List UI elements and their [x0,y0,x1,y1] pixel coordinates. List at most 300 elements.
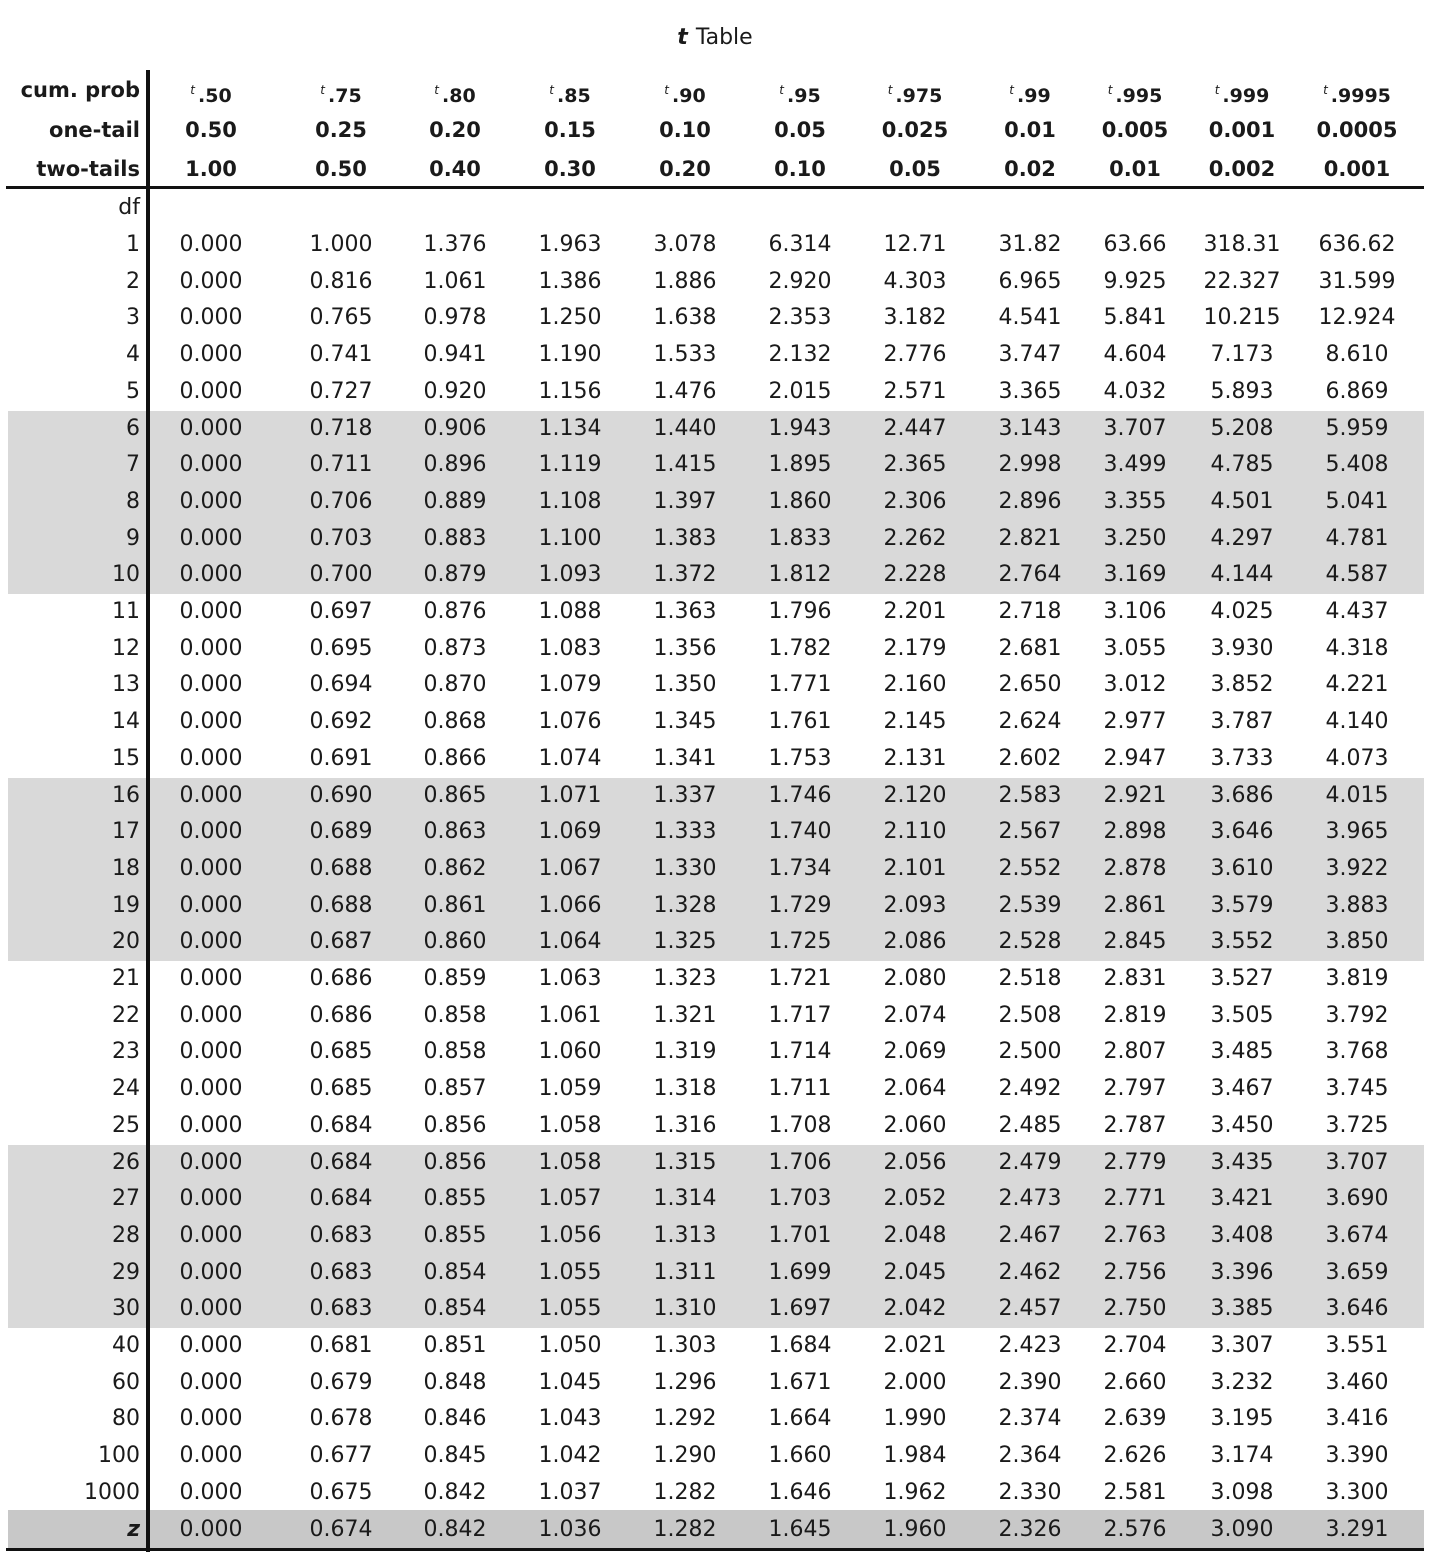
table-cell: 2.539 [998,892,1062,918]
title-text: Table [695,25,753,50]
header-row-two-tails [8,151,1424,188]
header-cum-prob-cell [1080,72,1190,109]
table-cell: 1.057 [538,1186,602,1212]
z-cell: 3.291 [1325,1517,1389,1542]
table-cell: 3.747 [998,342,1062,368]
table-cell: 3.012 [1103,672,1167,698]
cum-prob-t-symbol: t [1323,83,1328,97]
header-one-tail-cell: 0.0005 [1316,118,1398,142]
table-cell: 3.690 [1325,1186,1389,1212]
table-cell: 0.870 [423,672,487,698]
cum-prob-t-symbol: t [1107,83,1113,97]
table-cell: 0.000 [179,966,243,991]
table-cell: 4.297 [1210,525,1274,551]
table-cell: 1.711 [768,1076,832,1102]
table-cell: 3.725 [1325,1112,1389,1138]
table-cell: 1.319 [653,1039,717,1065]
table-cell: 3.646 [1210,819,1274,845]
df-value: 25 [112,1112,140,1138]
table-row [8,851,1424,888]
table-cell: 0.683 [309,1259,373,1285]
header-two-tails-cell: 0.02 [1004,157,1056,181]
table-cell: 0.718 [309,415,373,441]
table-cell: 1.833 [768,525,832,551]
table-cell: 12.71 [883,232,947,257]
table-cell: 2.353 [768,305,832,331]
table-cell: 1.079 [538,672,602,698]
table-cell: 4.140 [1325,709,1389,735]
df-label-row [8,190,1424,227]
table-cell: 3.169 [1103,562,1167,588]
table-cell: 1.318 [653,1076,717,1102]
table-row [8,778,1424,815]
table-cell: 0.681 [309,1333,373,1358]
table-cell: 0.689 [309,819,373,845]
header-label-one-tail: one-tail [49,118,140,142]
header-cum-prob-cell [975,72,1085,109]
table-cell: 2.056 [883,1149,947,1175]
cum-prob-t-symbol: t [190,83,196,97]
table-cell: 0.000 [179,635,243,661]
table-cell: 2.787 [1103,1112,1167,1138]
table-cell: 1.313 [653,1222,717,1248]
table-cell: 2.763 [1103,1222,1167,1248]
table-cell: 0.000 [179,1076,243,1102]
cum-prob-t-symbol: t [779,83,785,97]
table-cell: 1.316 [653,1112,717,1138]
table-cell: 2.771 [1103,1186,1167,1212]
header-cum-prob-cell [745,72,855,109]
table-cell: 0.000 [179,1443,243,1469]
header-two-tails-cell: 0.20 [659,157,711,181]
cum-prob-value: .95 [787,85,821,107]
df-value: 3 [126,305,140,331]
table-cell: 1.325 [653,929,717,955]
table-cell: 2.042 [883,1296,947,1322]
table-cell: 0.688 [309,855,373,881]
table-cell: 1.415 [653,452,717,478]
header-two-tails-cell: 1.00 [185,157,237,181]
table-cell: 0.000 [179,709,243,735]
table-cell: 1.093 [538,562,602,588]
table-cell: 4.604 [1103,342,1167,368]
table-cell: 3.579 [1210,892,1274,918]
table-cell: 1.725 [768,929,832,955]
table-cell: 3.174 [1210,1443,1274,1469]
table-row [8,998,1424,1035]
table-cell: 0.861 [423,892,487,918]
table-cell: 3.707 [1103,415,1167,441]
table-cell: 9.925 [1103,268,1167,294]
table-row [8,300,1424,337]
table-cell: 1.356 [653,635,717,661]
table-cell: 8.610 [1325,342,1389,368]
header-one-tail-cell: 0.10 [659,118,711,142]
cum-prob-value: .80 [442,85,476,107]
table-cell: 1.064 [538,929,602,955]
table-cell: 0.678 [309,1406,373,1432]
z-cell: 0.000 [179,1517,243,1542]
z-cell: 3.090 [1210,1517,1274,1542]
table-cell: 1.341 [653,745,717,771]
table-row [8,521,1424,558]
table-cell: 0.000 [179,672,243,698]
df-value: 40 [112,1333,140,1358]
header-cum-prob-cell [860,72,970,109]
df-value: 1000 [84,1479,140,1505]
df-value: 23 [112,1039,140,1065]
table-cell: 2.650 [998,672,1062,698]
table-cell: 1.771 [768,672,832,698]
table-cell: 1.708 [768,1112,832,1138]
table-cell: 0.879 [423,562,487,588]
table-cell: 7.173 [1210,342,1274,368]
df-value: 7 [126,452,140,478]
table-cell: 1.860 [768,488,832,514]
table-cell: 2.064 [883,1076,947,1102]
table-cell: 2.845 [1103,929,1167,955]
table-row [8,337,1424,374]
table-cell: 5.041 [1325,488,1389,514]
table-cell: 3.460 [1325,1369,1389,1395]
table-cell: 2.920 [768,268,832,294]
table-cell: 2.552 [998,855,1062,881]
table-cell: 0.978 [423,305,487,331]
table-cell: 1.376 [423,232,487,257]
table-cell: 3.499 [1103,452,1167,478]
table-cell: 1.706 [768,1149,832,1175]
table-cell: 1.069 [538,819,602,845]
table-cell: 4.781 [1325,525,1389,551]
table-row [8,484,1424,521]
header-cum-prob-cell [400,72,510,109]
table-cell: 2.750 [1103,1296,1167,1322]
table-cell: 1.250 [538,305,602,331]
table-cell: 1.646 [768,1479,832,1505]
table-cell: 0.675 [309,1479,373,1505]
z-cell: 1.645 [768,1517,832,1542]
table-cell: 0.700 [309,562,373,588]
table-cell: 0.692 [309,709,373,735]
table-cell: 2.878 [1103,855,1167,881]
table-cell: 4.032 [1103,378,1167,404]
table-cell: 2.639 [1103,1406,1167,1432]
df-value: 21 [112,966,140,991]
table-cell: 3.527 [1210,966,1274,991]
table-cell: 2.374 [998,1406,1062,1432]
table-cell: 0.000 [179,1479,243,1505]
table-cell: 2.074 [883,1002,947,1028]
table-cell: 3.390 [1325,1443,1389,1469]
table-cell: 3.078 [653,232,717,257]
table-cell: 3.674 [1325,1222,1389,1248]
header-one-tail-cell: 0.25 [315,118,367,142]
df-value: 18 [112,855,140,881]
df-value: 4 [126,342,140,368]
table-cell: 3.552 [1210,929,1274,955]
table-cell: 2.462 [998,1259,1062,1285]
table-cell: 5.841 [1103,305,1167,331]
table-cell: 0.865 [423,782,487,808]
table-cell: 4.073 [1325,745,1389,771]
table-cell: 0.845 [423,1443,487,1469]
table-cell: 4.785 [1210,452,1274,478]
table-cell: 2.583 [998,782,1062,808]
cum-prob-t-symbol: t [664,83,670,97]
table-cell: 1.697 [768,1296,832,1322]
table-cell: 2.131 [883,745,947,771]
table-cell: 0.697 [309,599,373,624]
table-cell: 3.195 [1210,1406,1274,1432]
table-row [8,1071,1424,1108]
cum-prob-t-symbol: t [1214,83,1220,97]
table-cell: 2.779 [1103,1149,1167,1175]
table-cell: 2.861 [1103,892,1167,918]
df-value: 16 [112,782,140,808]
table-cell: 1.061 [538,1002,602,1028]
table-cell: 6.314 [768,232,832,257]
table-cell: 0.711 [309,452,373,478]
table-cell: 1.050 [538,1333,602,1358]
table-cell: 1.067 [538,855,602,881]
table-cell: 0.000 [179,1002,243,1028]
table-cell: 1.100 [538,525,602,551]
table-cell: 0.000 [179,1222,243,1248]
df-value: 10 [112,562,140,588]
table-cell: 1.055 [538,1259,602,1285]
table-cell: 1.310 [653,1296,717,1322]
table-cell: 2.021 [883,1333,947,1358]
table-cell: 2.473 [998,1186,1062,1212]
table-cell: 2.390 [998,1369,1062,1395]
table-cell: 1.076 [538,709,602,735]
table-cell: 4.015 [1325,782,1389,808]
table-cell: 3.485 [1210,1039,1274,1065]
cum-prob-value: .975 [895,85,943,107]
table-cell: 0.000 [179,452,243,478]
table-cell: 0.684 [309,1149,373,1175]
table-cell: 2.069 [883,1039,947,1065]
table-cell: 1.190 [538,342,602,368]
table-cell: 1.746 [768,782,832,808]
table-cell: 2.660 [1103,1369,1167,1395]
title-t-symbol: t [677,25,688,50]
table-cell: 2.718 [998,599,1062,624]
table-cell: 3.883 [1325,892,1389,918]
header-one-tail-cell: 0.50 [185,118,237,142]
table-cell: 3.852 [1210,672,1274,698]
table-row [8,1255,1424,1292]
table-cell: 1.056 [538,1222,602,1248]
table-cell: 0.691 [309,745,373,771]
table-row [8,1401,1424,1438]
table-cell: 3.385 [1210,1296,1274,1322]
table-cell: 0.000 [179,1186,243,1212]
z-cell: 1.282 [653,1517,717,1542]
table-cell: 0.706 [309,488,373,514]
table-cell: 1.314 [653,1186,717,1212]
table-cell: 0.000 [179,892,243,918]
table-cell: 2.797 [1103,1076,1167,1102]
header-one-tail-cell: 0.01 [1004,118,1056,142]
table-cell: 1.345 [653,709,717,735]
table-cell: 2.508 [998,1002,1062,1028]
table-cell: 3.300 [1325,1479,1389,1505]
table-cell: 0.856 [423,1149,487,1175]
table-cell: 3.792 [1325,1002,1389,1028]
table-cell: 1.812 [768,562,832,588]
table-cell: 2.048 [883,1222,947,1248]
table-cell: 1.311 [653,1259,717,1285]
bottom-rule [6,1548,1424,1551]
table-cell: 0.000 [179,268,243,294]
header-two-tails-cell: 0.002 [1208,157,1276,181]
table-row [8,1145,1424,1182]
table-cell: 3.505 [1210,1002,1274,1028]
table-cell: 1.740 [768,819,832,845]
header-label-two-tails: two-tails [36,157,140,181]
df-value: 13 [112,672,140,698]
table-cell: 2.080 [883,966,947,991]
df-value: 60 [112,1369,140,1395]
df-value: 26 [112,1149,140,1175]
cum-prob-value: .999 [1222,85,1270,107]
table-cell: 1.058 [538,1112,602,1138]
table-cell: 1.886 [653,268,717,294]
table-cell: 1.055 [538,1296,602,1322]
table-cell: 5.408 [1325,452,1389,478]
table-cell: 2.467 [998,1222,1062,1248]
df-value: 30 [112,1296,140,1322]
table-cell: 2.492 [998,1076,1062,1102]
df-value: 1 [126,232,140,257]
table-cell: 0.000 [179,599,243,624]
table-cell: 0.000 [179,929,243,955]
table-row [8,924,1424,961]
table-cell: 4.541 [998,305,1062,331]
table-cell: 3.467 [1210,1076,1274,1102]
table-cell: 10.215 [1203,305,1281,331]
table-cell: 1.063 [538,966,602,991]
table-cell: 3.965 [1325,819,1389,845]
table-cell: 2.132 [768,342,832,368]
table-cell: 2.000 [883,1369,947,1395]
df-value: 11 [112,599,140,624]
table-cell: 0.868 [423,709,487,735]
table-cell: 1.660 [768,1443,832,1469]
table-cell: 0.000 [179,1259,243,1285]
table-cell: 0.854 [423,1296,487,1322]
table-cell: 1.330 [653,855,717,881]
table-cell: 0.000 [179,1112,243,1138]
table-row [8,411,1424,448]
header-one-tail-cell: 0.15 [544,118,596,142]
table-cell: 6.869 [1325,378,1389,404]
table-cell: 2.602 [998,745,1062,771]
table-row [8,1365,1424,1402]
table-cell: 0.846 [423,1406,487,1432]
table-cell: 0.685 [309,1039,373,1065]
table-cell: 1.000 [309,232,373,257]
table-cell: 4.025 [1210,599,1274,624]
table-cell: 1.323 [653,966,717,991]
table-cell: 2.896 [998,488,1062,514]
df-value: 22 [112,1002,140,1028]
table-cell: 0.687 [309,929,373,955]
table-cell: 0.679 [309,1369,373,1395]
table-cell: 3.551 [1325,1333,1389,1358]
table-cell: 1.156 [538,378,602,404]
table-cell: 0.848 [423,1369,487,1395]
table-cell: 1.037 [538,1479,602,1505]
table-cell: 31.599 [1318,268,1396,294]
table-row [8,447,1424,484]
table-cell: 1.292 [653,1406,717,1432]
table-cell: 1.088 [538,599,602,624]
table-row [8,1108,1424,1145]
table-cell: 0.684 [309,1112,373,1138]
table-cell: 2.365 [883,452,947,478]
table-row [8,227,1424,264]
table-cell: 0.855 [423,1186,487,1212]
table-cell: 2.052 [883,1186,947,1212]
table-cell: 3.850 [1325,929,1389,955]
table-cell: 4.501 [1210,488,1274,514]
table-cell: 2.086 [883,929,947,955]
table-cell: 3.745 [1325,1076,1389,1102]
df-value: 19 [112,892,140,918]
table-cell: 1.290 [653,1443,717,1469]
table-cell: 0.855 [423,1222,487,1248]
table-cell: 3.930 [1210,635,1274,661]
table-cell: 1.350 [653,672,717,698]
table-cell: 5.959 [1325,415,1389,441]
table-cell: 4.303 [883,268,947,294]
table-cell: 3.408 [1210,1222,1274,1248]
header-one-tail-cell: 0.001 [1208,118,1276,142]
table-cell: 0.000 [179,855,243,881]
header-rule [6,186,1424,189]
table-cell: 1.083 [538,635,602,661]
table-cell: 22.327 [1203,268,1281,294]
header-one-tail-cell: 0.20 [429,118,481,142]
table-row [8,704,1424,741]
table-cell: 0.685 [309,1076,373,1102]
table-cell: 0.000 [179,745,243,771]
table-cell: 3.307 [1210,1333,1274,1358]
table-cell: 2.807 [1103,1039,1167,1065]
table-cell: 5.893 [1210,378,1274,404]
table-cell: 1.782 [768,635,832,661]
table-cell: 3.250 [1103,525,1167,551]
header-one-tail-cell: 0.005 [1101,118,1169,142]
table-cell: 2.571 [883,378,947,404]
header-cum-prob-cell [156,72,266,109]
table-cell: 0.866 [423,745,487,771]
table-cell: 0.695 [309,635,373,661]
table-row [8,374,1424,411]
z-cell: 0.674 [309,1517,373,1542]
df-value: 27 [112,1186,140,1212]
table-cell: 2.330 [998,1479,1062,1505]
header-two-tails-cell: 0.50 [315,157,367,181]
table-cell: 1.333 [653,819,717,845]
table-cell: 2.447 [883,415,947,441]
table-cell: 0.000 [179,1296,243,1322]
table-cell: 3.435 [1210,1149,1274,1175]
table-cell: 1.042 [538,1443,602,1469]
table-cell: 0.686 [309,966,373,991]
